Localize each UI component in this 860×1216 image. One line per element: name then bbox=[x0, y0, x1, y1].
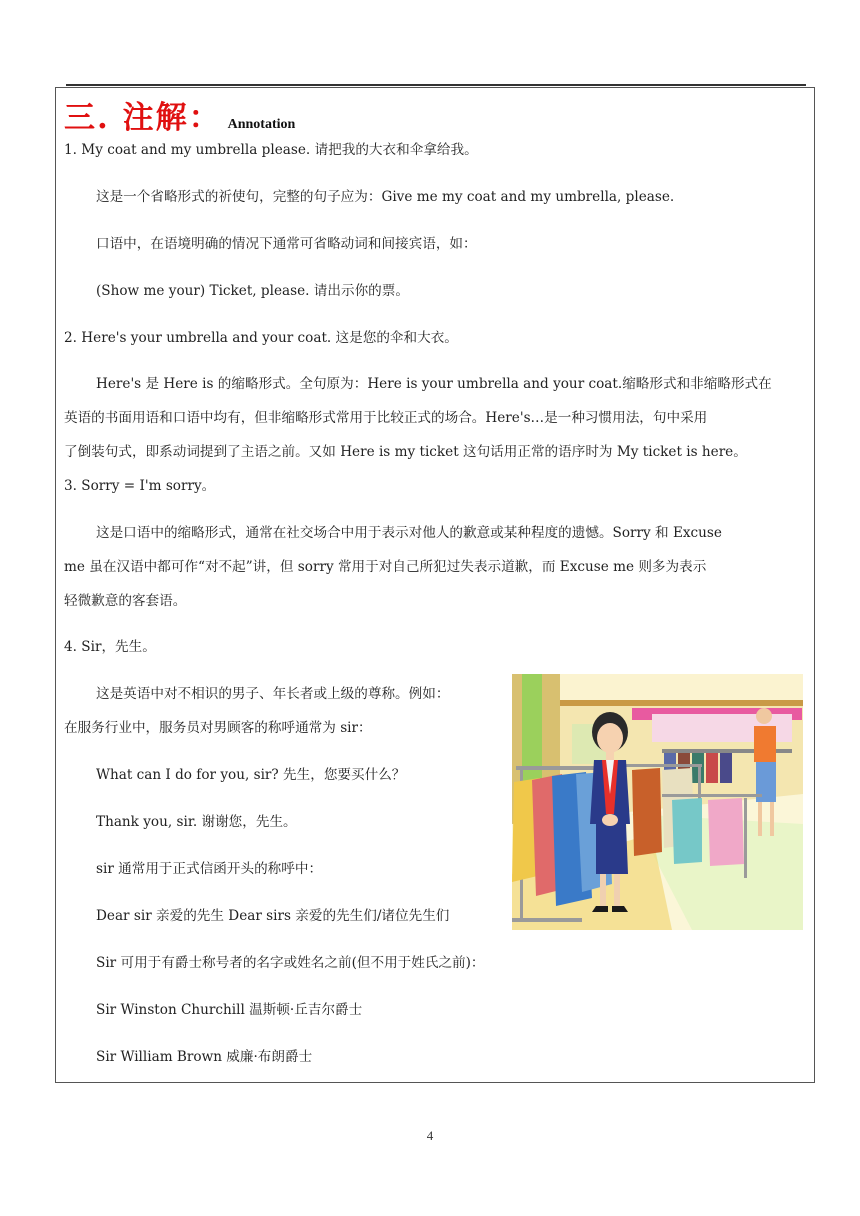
paragraph-line: sir 通常用于正式信函开头的称呼中： bbox=[96, 861, 323, 877]
paragraph-line: 口语中，在语境明确的情况下通常可省略动词和间接宾语，如： bbox=[96, 236, 477, 252]
note-3-title: 3. Sorry = I'm sorry。 bbox=[64, 478, 216, 494]
example-line: (Show me your) Ticket, please. 请出示你的票。 bbox=[96, 283, 409, 299]
heading-cn: 三. 注解： bbox=[64, 100, 222, 136]
page-number: 4 bbox=[426, 1128, 434, 1143]
paragraph-line: 这是口语中的缩略形式，通常在社交场合中用于表示对他人的歉意或某种程度的遗憾。Sorry 和 Excuse bbox=[96, 525, 722, 541]
example-line: Sir Winston Churchill 温斯顿·丘吉尔爵士 bbox=[96, 1002, 363, 1018]
paragraph-line: me 虽在汉语中都可作“对不起”讲，但 sorry 常用于对自己所犯过失表示道歉，而 Excuse me 则多为表示 bbox=[64, 559, 707, 575]
paragraph-line: 这是一个省略形式的祈使句，完整的句子应为：Give me my coat and my umbrella, please. bbox=[96, 189, 675, 205]
example-line: Dear sir 亲爱的先生 Dear sirs 亲爱的先生们/诸位先生们 bbox=[96, 908, 450, 924]
note-2-title: 2. Here's your umbrella and your coat. 这是您的伞和大衣。 bbox=[64, 330, 458, 346]
paragraph-line: Here's 是 Here is 的缩略形式。全句原为：Here is your umbrella and your coat.缩略形式和非缩略形式在 bbox=[96, 376, 772, 392]
paragraph-line: 英语的书面用语和口语中均有，但非缩略形式常用于比较正式的场合。Here's…是一种习惯用法，句中采用 bbox=[64, 410, 708, 426]
example-line: Sir William Brown 威廉·布朗爵士 bbox=[96, 1049, 313, 1065]
paragraph-line: 了倒装句式，即系动词提到了主语之前。又如 Here is my ticket 这句话用正常的语序时为 My ticket is here。 bbox=[64, 444, 747, 460]
heading-en: Annotation bbox=[227, 117, 296, 132]
top-rule bbox=[66, 84, 806, 86]
note-1-title: 1. My coat and my umbrella please. 请把我的大衣和伞拿给我。 bbox=[64, 142, 478, 158]
annotation-box bbox=[55, 87, 815, 1083]
paragraph-line: Sir 可用于有爵士称号者的名字或姓名之前(但不用于姓氏之前)： bbox=[96, 955, 485, 971]
paragraph-line: 这是英语中对不相识的男子、年长者或上级的尊称。例如： bbox=[96, 686, 450, 702]
example-line: Thank you, sir. 谢谢您，先生。 bbox=[96, 814, 297, 830]
paragraph-line: 轻微歉意的客套语。 bbox=[64, 593, 187, 609]
example-line: What can I do for you, sir? 先生，您要买什么？ bbox=[96, 767, 406, 783]
store-illustration bbox=[512, 674, 803, 930]
paragraph-line: 在服务行业中，服务员对男顾客的称呼通常为 sir： bbox=[64, 720, 372, 736]
section-heading bbox=[64, 92, 295, 137]
note-4-title: 4. Sir，先生。 bbox=[64, 639, 156, 655]
